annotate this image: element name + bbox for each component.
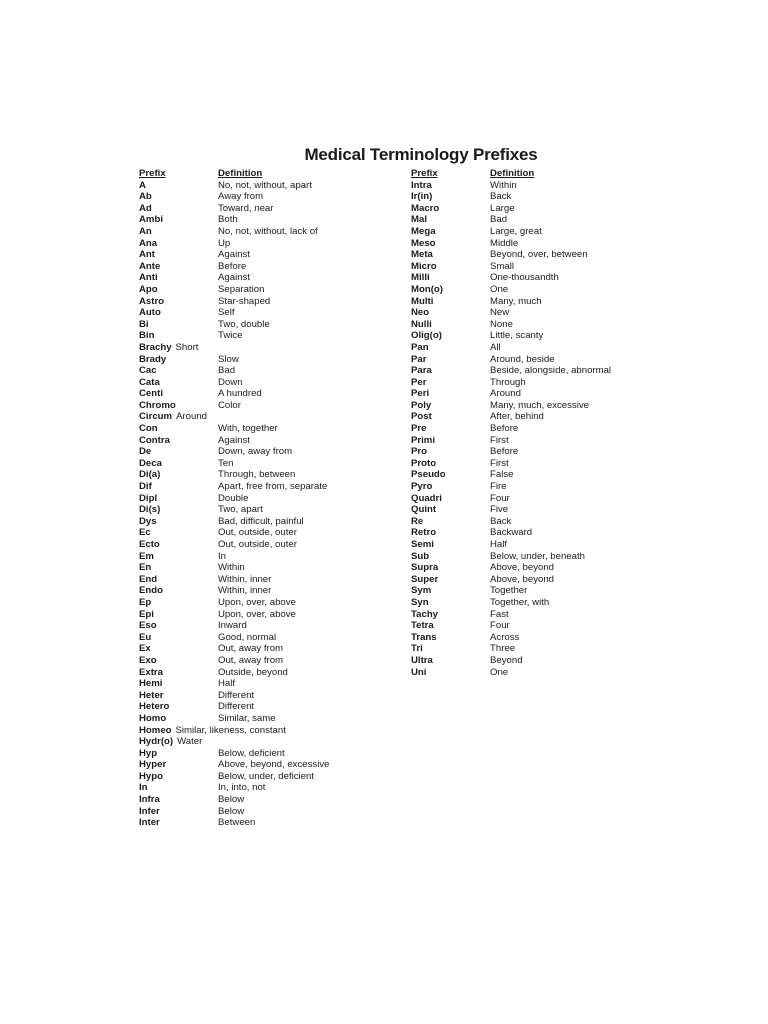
prefix-term: Re: [411, 515, 424, 527]
prefix-definition: First: [490, 434, 509, 446]
prefix-definition: Between: [218, 817, 256, 829]
prefix-definition: One: [490, 283, 509, 295]
prefix-term: Pre: [411, 423, 427, 435]
definition-header: Definition: [490, 168, 535, 179]
prefix-entry: [139, 574, 286, 586]
prefix-entry: [139, 272, 286, 284]
prefix-definition: Inward: [218, 620, 247, 632]
prefix-definition: All: [490, 341, 501, 353]
prefix-term: Dif: [139, 481, 152, 493]
prefix-term: Ultra: [411, 654, 433, 666]
prefix-entry: [139, 806, 286, 818]
prefix-entry: [139, 354, 286, 366]
prefix-term: Milli: [411, 272, 430, 284]
prefix-entry: [139, 817, 286, 829]
prefix-entry: [139, 551, 286, 563]
prefix-definition: Many, much: [490, 295, 542, 307]
prefix-entry: [139, 388, 286, 400]
prefix-entry: [139, 284, 286, 296]
prefix-entry: [139, 203, 286, 215]
prefix-definition: Small: [490, 260, 514, 272]
prefix-term: Ep: [139, 596, 152, 608]
prefix-definition: Away from: [218, 191, 264, 203]
prefix-definition: Up: [218, 237, 231, 249]
prefix-term: Inter: [139, 817, 160, 829]
prefix-entry: [139, 423, 286, 435]
prefix-term: Anti: [139, 272, 158, 284]
prefix-entry: [139, 458, 286, 470]
prefix-definition: Self: [218, 307, 235, 319]
prefix-entry: [139, 690, 286, 702]
prefix-term: Meso: [411, 237, 436, 249]
prefix-definition: Down, away from: [218, 446, 293, 458]
prefix-entry: [139, 435, 286, 447]
prefix-entry: [139, 319, 286, 331]
prefix-entry: [139, 469, 296, 481]
prefix-definition: With, together: [218, 423, 278, 435]
prefix-definition: Out, away from: [218, 654, 284, 666]
prefix-entry: [139, 493, 286, 505]
prefix-term: Bi: [139, 318, 149, 330]
prefix-entry: [139, 539, 297, 551]
prefix-entry: [139, 307, 286, 319]
prefix-entry: [139, 527, 297, 539]
prefix-definition: Large: [490, 202, 515, 214]
prefix-term: Nulli: [411, 318, 432, 330]
prefix-entry: [139, 342, 286, 354]
prefix-term: Hypo: [139, 770, 163, 782]
prefix-entry: [139, 736, 286, 748]
prefix-definition: Half: [490, 539, 508, 550]
prefix-definition: Upon, over, above: [218, 608, 296, 620]
prefix-term: Epi: [139, 608, 154, 620]
prefix-entry: [139, 411, 286, 423]
prefix-definition: Apart, free from, separate: [218, 481, 328, 493]
prefix-entry: [139, 748, 286, 760]
prefix-term: Chromo: [139, 399, 176, 411]
prefix-term: Endo: [139, 585, 163, 597]
prefix-term: Semi: [411, 539, 434, 550]
prefix-entry: [139, 515, 304, 528]
prefix-definition: Below: [218, 794, 245, 806]
prefix-definition: A hundred: [218, 388, 262, 400]
prefix-header: Prefix: [139, 168, 166, 179]
prefix-term: Tetra: [411, 620, 434, 632]
prefix-definition: Different: [218, 689, 255, 701]
prefix-definition: Many, much, excessive: [490, 399, 589, 411]
prefix-definition: Different: [218, 701, 255, 713]
prefix-definition: Similar, same: [218, 712, 276, 724]
prefix-term: Super: [411, 573, 439, 585]
prefix-definition: Around: [176, 411, 207, 423]
prefix-definition: Out, away from: [218, 643, 284, 655]
prefix-definition: Color: [218, 399, 241, 411]
prefix-term: Ana: [139, 237, 158, 249]
prefix-header: Prefix: [411, 168, 438, 179]
prefix-term: Dys: [139, 515, 157, 527]
prefix-term: Mal: [411, 214, 427, 226]
prefix-term: Uni: [411, 666, 427, 678]
prefix-term: Ex: [139, 643, 151, 655]
prefix-term: Sym: [411, 585, 432, 597]
prefix-entry: [139, 667, 286, 679]
prefix-definition: Large, great: [490, 225, 542, 237]
prefix-term: Brady: [139, 353, 167, 365]
prefix-definition: Above, beyond, excessive: [218, 759, 330, 771]
prefix-entry: [139, 562, 286, 574]
prefix-term: Intra: [411, 179, 432, 191]
prefix-term: Apo: [139, 283, 158, 295]
prefix-entry: [139, 446, 293, 458]
prefix-term: Hyper: [139, 759, 167, 771]
prefix-definition: Out, outside, outer: [218, 539, 297, 550]
prefix-definition: Against: [218, 272, 250, 284]
prefix-definition: Four: [490, 620, 510, 632]
prefix-term: Pro: [411, 446, 427, 458]
prefix-entry: [139, 377, 286, 389]
prefix-entry: [139, 585, 286, 597]
prefix-entry: [139, 643, 286, 655]
prefix-term: Cata: [139, 376, 160, 388]
prefix-term: Tachy: [411, 608, 439, 620]
prefix-term: Ec: [139, 527, 151, 539]
prefix-definition: Toward, near: [218, 202, 274, 214]
prefix-entry: [139, 225, 318, 238]
prefix-definition: After, behind: [490, 411, 544, 423]
prefix-definition: Double: [218, 492, 249, 504]
prefix-definition: Five: [490, 504, 509, 516]
prefix-term: Hemi: [139, 678, 163, 690]
prefix-term: Circum: [139, 411, 173, 423]
prefix-term: Pan: [411, 341, 429, 353]
prefix-definition: Middle: [490, 237, 519, 249]
prefix-definition: Above, beyond: [490, 573, 555, 585]
prefix-definition: Around: [490, 388, 521, 400]
prefix-definition: Through, between: [218, 469, 296, 481]
prefix-definition: Down: [218, 376, 243, 388]
prefix-term: Homeo: [139, 724, 172, 736]
prefix-definition: Below, under, deficient: [218, 770, 315, 782]
prefix-entry: [139, 261, 286, 273]
prefix-definition: One-thousandth: [490, 272, 559, 284]
prefix-term: Per: [411, 376, 427, 388]
prefix-definition: Beside, alongside, abnormal: [490, 365, 612, 377]
prefix-term: Bin: [139, 330, 155, 342]
prefix-term: En: [139, 562, 152, 574]
prefix-term: Contra: [139, 434, 170, 446]
definition-header: Definition: [218, 168, 263, 179]
prefix-term: A: [139, 179, 146, 191]
prefix-entry: [139, 249, 286, 261]
prefix-entry: [139, 400, 286, 412]
prefix-definition: Together: [490, 585, 528, 597]
prefix-entry: [139, 620, 286, 632]
prefix-term: Post: [411, 411, 432, 423]
prefix-term: Hyp: [139, 747, 158, 759]
prefix-term: Sub: [411, 550, 430, 562]
prefix-term: Ambi: [139, 214, 163, 226]
prefix-term: Ante: [139, 260, 161, 272]
column-header-row: [139, 168, 286, 180]
prefix-term: Ab: [139, 191, 152, 203]
prefix-term: Infra: [139, 794, 160, 806]
prefix-term: Auto: [139, 307, 161, 319]
prefix-definition: Back: [490, 191, 512, 203]
prefix-definition: Beyond: [490, 654, 523, 666]
prefix-term: Para: [411, 365, 432, 377]
prefix-definition: No, not, without, apart: [218, 179, 312, 191]
prefix-entry: [139, 596, 296, 609]
prefix-definition: Out, outside, outer: [218, 527, 297, 539]
prefix-term: Peri: [411, 388, 430, 400]
prefix-definition: Within, inner: [218, 573, 272, 585]
prefix-term: Tri: [411, 643, 423, 655]
page-title: Medical Terminology Prefixes: [304, 145, 538, 164]
prefix-definition: Beyond, over, between: [490, 249, 588, 261]
prefix-definition: Two, apart: [218, 504, 263, 516]
prefix-definition: Below, deficient: [218, 747, 285, 759]
prefix-term: Con: [139, 423, 158, 435]
prefix-term: Quint: [411, 504, 437, 516]
prefix-term: Proto: [411, 457, 437, 469]
prefix-entry: [139, 330, 286, 342]
prefix-term: Ant: [139, 249, 155, 261]
prefix-entry: [139, 655, 286, 667]
prefix-term: Brachy: [139, 341, 172, 353]
prefix-entry: [139, 701, 286, 713]
prefix-definition: Below, under, beneath: [490, 550, 585, 562]
prefix-definition: Together, with: [490, 596, 550, 608]
prefix-entry: [139, 365, 286, 377]
prefix-term: Em: [139, 550, 154, 562]
prefix-definition: Four: [490, 492, 510, 504]
prefix-definition: Back: [490, 515, 512, 527]
prefix-definition: Water: [177, 736, 203, 748]
prefix-definition: Backward: [490, 527, 533, 539]
prefix-definition: Bad: [490, 214, 508, 226]
prefix-term: End: [139, 573, 158, 585]
prefix-term: Multi: [411, 295, 434, 307]
prefix-entry: [139, 481, 328, 493]
prefix-term: Poly: [411, 399, 432, 411]
prefix-term: Eu: [139, 631, 152, 643]
prefix-term: Primi: [411, 434, 435, 446]
prefix-definition: Fast: [490, 608, 509, 620]
prefix-definition: First: [490, 457, 509, 469]
prefix-entry: [139, 725, 286, 737]
prefix-definition: Within, inner: [218, 585, 272, 597]
prefix-definition: Around, beside: [490, 353, 555, 365]
prefix-term: Meta: [411, 249, 433, 261]
prefix-term: Hetero: [139, 701, 170, 713]
prefix-definition: Short: [175, 341, 199, 353]
prefix-definition: Fire: [490, 481, 507, 493]
prefix-term: Supra: [411, 562, 439, 574]
prefix-term: Dipl: [139, 492, 158, 504]
prefix-definition: Against: [218, 249, 250, 261]
prefix-entry: [139, 770, 315, 783]
prefix-term: Macro: [411, 202, 440, 214]
prefix-entry: [139, 214, 286, 226]
prefix-term: Cac: [139, 365, 157, 377]
prefix-definition: Across: [490, 631, 520, 643]
prefix-entry: [139, 713, 286, 725]
prefix-list-left: [139, 179, 330, 829]
prefix-definition: Ten: [218, 457, 234, 469]
prefix-entry: [139, 759, 330, 771]
prefix-entry: [139, 296, 286, 308]
prefix-definition: Twice: [218, 330, 243, 342]
prefix-definition: Upon, over, above: [218, 596, 296, 608]
prefix-definition: New: [490, 307, 510, 319]
prefix-definition: Both: [218, 214, 238, 226]
prefix-term: Quadri: [411, 492, 442, 504]
prefix-term: Ad: [139, 202, 152, 214]
prefix-entry: [139, 678, 286, 690]
prefix-term: Hydr(o): [139, 736, 174, 748]
prefix-definition: No, not, without, lack of: [218, 225, 318, 237]
prefix-definition: Three: [490, 643, 516, 655]
prefix-entry: [139, 794, 286, 806]
prefix-term: Homo: [139, 712, 167, 724]
prefix-definition: False: [490, 469, 514, 481]
prefix-definition: Separation: [218, 283, 265, 295]
prefix-term: Di(s): [139, 504, 161, 516]
prefix-term: Ecto: [139, 539, 160, 550]
prefix-entry: [139, 191, 286, 203]
prefix-term: Deca: [139, 457, 162, 469]
prefix-definition: Below: [218, 805, 245, 817]
prefix-term: Par: [411, 353, 427, 365]
prefix-term: Micro: [411, 260, 437, 272]
prefix-term: Trans: [411, 631, 437, 643]
prefix-definition: Two, double: [218, 318, 270, 330]
prefix-definition: Star-shaped: [218, 295, 271, 307]
prefix-definition: Bad, difficult, painful: [218, 515, 304, 527]
prefix-term: Centi: [139, 388, 163, 400]
prefix-column-left: [139, 168, 330, 829]
prefix-definition: Through: [490, 376, 526, 388]
prefix-term: In: [139, 782, 148, 794]
prefix-definition: Similar, likeness, constant: [175, 724, 286, 736]
prefix-entry: [139, 179, 312, 192]
prefix-definition: None: [490, 318, 513, 330]
prefix-entry: [139, 632, 286, 644]
prefix-definition: Within: [490, 179, 517, 191]
prefix-term: Extra: [139, 666, 163, 678]
prefix-term: Neo: [411, 307, 430, 319]
prefix-definition: Before: [218, 260, 247, 272]
prefix-definition: Before: [490, 423, 519, 435]
prefix-term: Ir(in): [411, 191, 433, 203]
prefix-entry: [139, 238, 286, 250]
prefix-definition: Above, beyond: [490, 562, 555, 574]
prefix-term: Infer: [139, 805, 160, 817]
prefix-term: Retro: [411, 527, 437, 539]
prefix-definition: One: [490, 666, 509, 678]
prefix-term: Eso: [139, 620, 157, 632]
prefix-definition: Bad: [218, 365, 236, 377]
prefix-entry: [139, 608, 296, 621]
prefix-definition: Before: [490, 446, 519, 458]
prefix-entry: [139, 504, 286, 516]
prefix-definition: Half: [218, 678, 236, 690]
prefix-term: Di(a): [139, 469, 161, 481]
prefix-definition: In, into, not: [218, 782, 266, 794]
prefix-term: Astro: [139, 295, 165, 307]
prefix-term: Olig(o): [411, 330, 442, 342]
prefix-definition: Within: [218, 562, 245, 574]
prefix-term: De: [139, 446, 152, 458]
prefix-definition: Little, scanty: [490, 330, 544, 342]
prefix-term: Pyro: [411, 481, 433, 493]
prefix-term: Exo: [139, 654, 157, 666]
prefix-entry: [139, 782, 286, 794]
prefix-term: Mega: [411, 225, 436, 237]
prefix-definition: Outside, beyond: [218, 666, 288, 678]
prefix-term: An: [139, 225, 152, 237]
prefix-definition: Slow: [218, 353, 239, 365]
prefix-definition: Against: [218, 434, 250, 446]
prefix-definition: Good, normal: [218, 631, 277, 643]
prefix-term: Pseudo: [411, 469, 446, 481]
prefix-term: Syn: [411, 596, 429, 608]
prefix-definition: In: [218, 550, 227, 562]
prefix-term: Mon(o): [411, 283, 443, 295]
prefix-term: Heter: [139, 689, 164, 701]
